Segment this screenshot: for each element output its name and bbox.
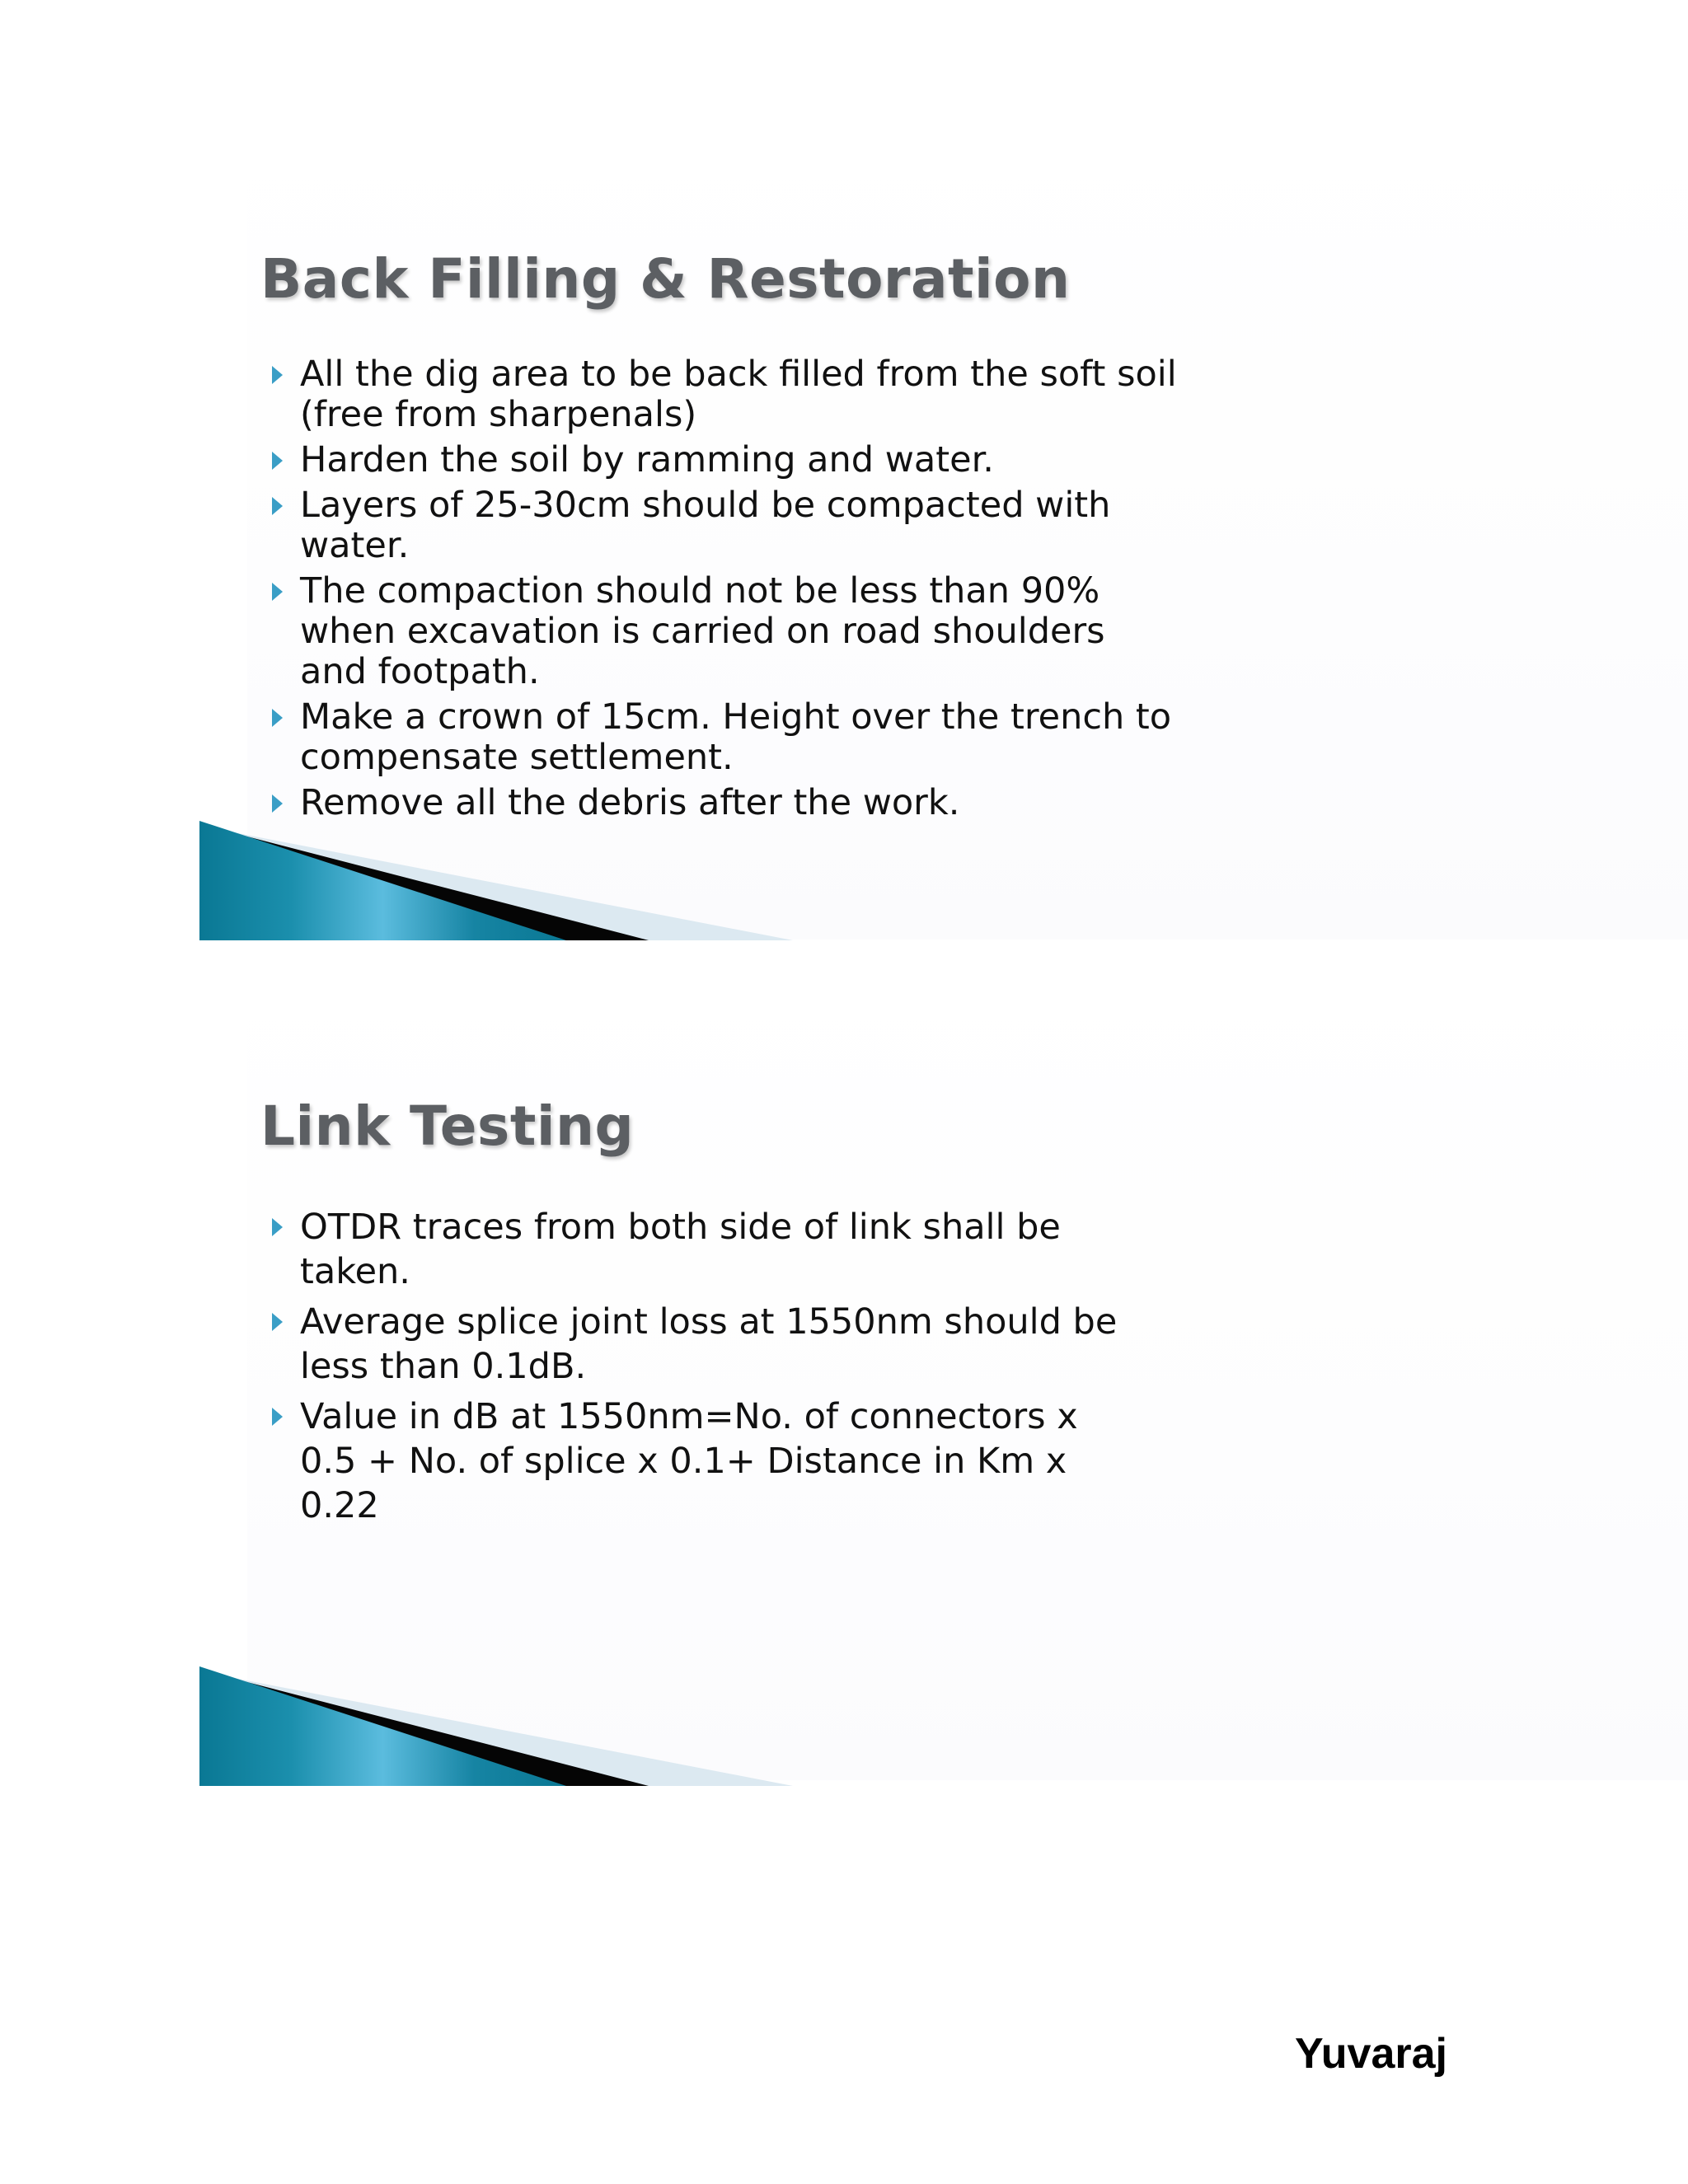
triangle-bullet-icon — [272, 1218, 283, 1236]
triangle-bullet-icon — [272, 583, 283, 601]
bullet-text: Value in dB at 1550nm=No. of connectors x 0.5 + No. of splice x 0.1+ Distance in Km x 0.22 — [300, 1396, 1078, 1526]
triangle-bullet-icon — [272, 794, 283, 813]
slide-1-swoosh-decoration — [199, 821, 793, 940]
bullet-item — [267, 485, 1182, 566]
triangle-bullet-icon — [272, 1408, 283, 1426]
bullet-item — [267, 354, 1182, 435]
slide-2-swoosh-decoration — [199, 1666, 793, 1786]
bullet-item — [267, 1205, 1124, 1294]
bullet-item — [267, 783, 1182, 823]
bullet-text: The compaction should not be less than 90% when excavation is carried on road shoulders and footpath. — [300, 570, 1105, 692]
triangle-bullet-icon — [272, 497, 283, 515]
bullet-item — [267, 697, 1182, 778]
triangle-bullet-icon — [272, 366, 283, 384]
bullet-text: OTDR traces from both side of link shall be taken. — [300, 1207, 1061, 1292]
author-name: Yuvaraj — [1294, 2030, 1447, 2078]
bullet-item — [267, 440, 1182, 480]
triangle-bullet-icon — [272, 452, 283, 470]
triangle-bullet-icon — [272, 1313, 283, 1331]
bullet-text: Make a crown of 15cm. Height over the trench to compensate settlement. — [300, 696, 1172, 778]
bullet-text: Average splice joint loss at 1550nm should be less than 0.1dB. — [300, 1301, 1118, 1387]
bullet-text: Layers of 25-30cm should be compacted with water. — [300, 485, 1111, 566]
slide-2-bullet-list — [267, 1205, 1124, 1534]
bullet-text: Remove all the debris after the work. — [300, 782, 960, 823]
slide-1-title: Back Filling & Restoration — [260, 247, 1071, 311]
slide-1-bullet-list — [267, 354, 1182, 828]
slide-2-title: Link Testing — [260, 1094, 635, 1158]
bullet-item — [267, 571, 1182, 692]
bullet-text: All the dig area to be back filled from the soft soil (free from sharpenals) — [300, 354, 1177, 435]
bullet-item — [267, 1394, 1124, 1528]
bullet-item — [267, 1300, 1124, 1389]
triangle-bullet-icon — [272, 709, 283, 727]
bullet-text: Harden the soil by ramming and water. — [300, 439, 994, 480]
